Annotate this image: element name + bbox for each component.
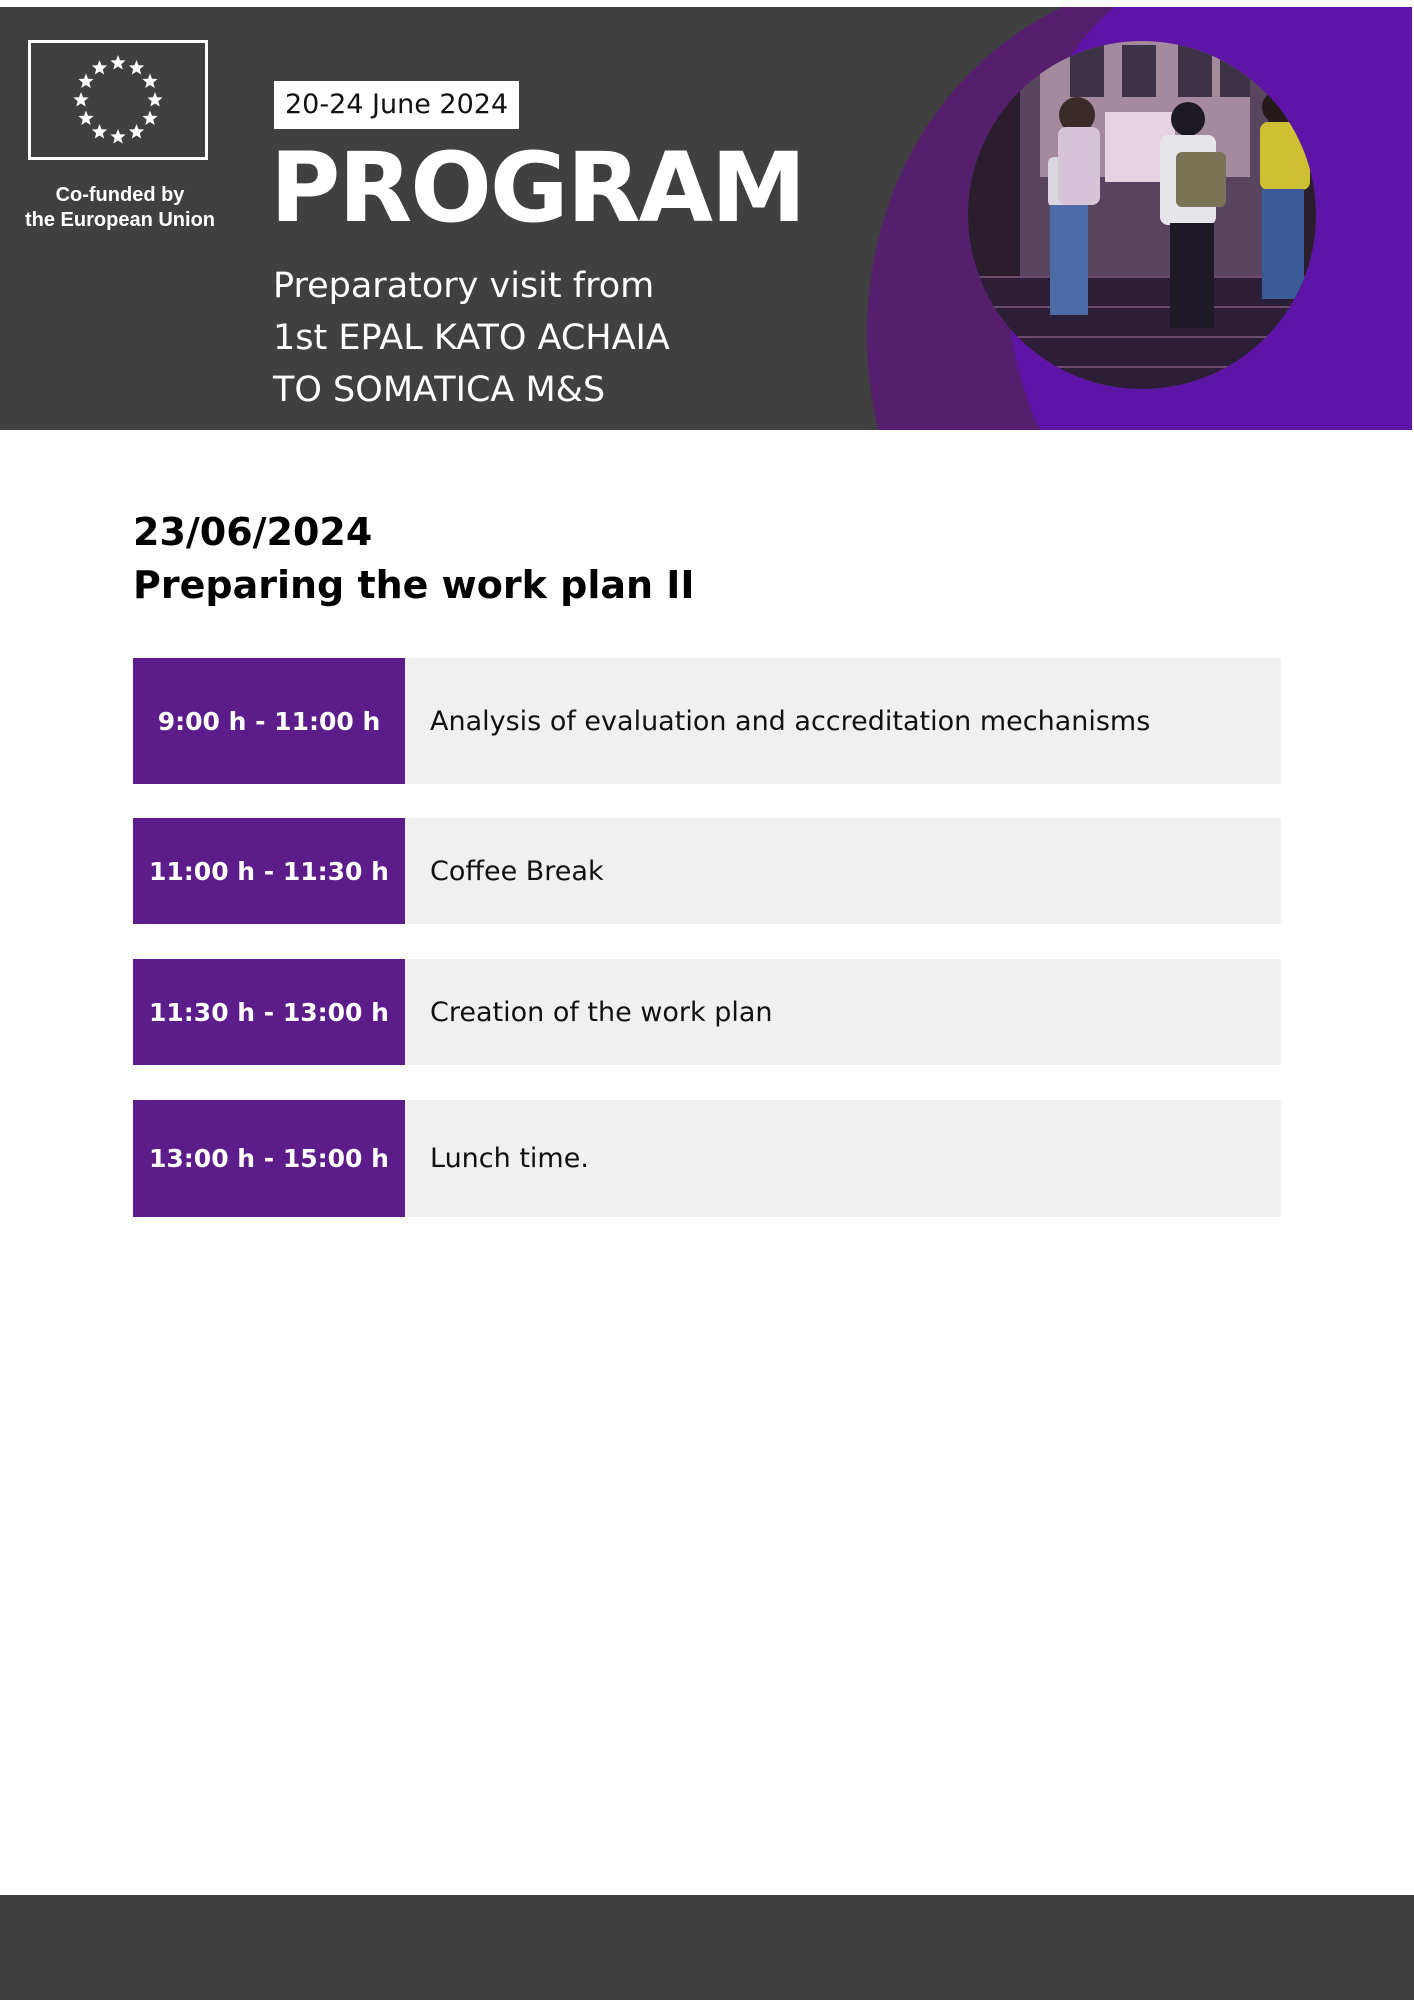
eu-cofunded-text <box>18 183 222 233</box>
activity-description: Creation of the work plan <box>430 996 773 1028</box>
subtitle-line: 1st EPAL KATO ACHAIA <box>273 318 670 358</box>
schedule-row <box>133 1100 1281 1217</box>
activity-description: Lunch time. <box>430 1143 589 1174</box>
page-title: PROGRAM <box>270 132 805 244</box>
program-subtitle <box>273 260 670 416</box>
time-slot: 13:00 h - 15:00 h <box>133 1100 405 1217</box>
schedule-row <box>133 658 1281 784</box>
time-slot: 11:30 h - 13:00 h <box>133 959 405 1065</box>
day-date: 23/06/2024 <box>133 510 373 554</box>
eu-flag-icon <box>28 40 208 160</box>
time-slot: 11:00 h - 11:30 h <box>133 818 405 924</box>
date-range-badge: 20-24 June 2024 <box>274 81 519 129</box>
activity-description: Coffee Break <box>430 855 604 887</box>
program-header <box>0 7 1412 430</box>
schedule-row <box>133 818 1281 924</box>
subtitle-line: Preparatory visit from <box>273 266 655 306</box>
eu-text-line1: Co-funded by <box>55 184 185 206</box>
eu-text-line2: the European Union <box>25 209 215 231</box>
time-slot: 9:00 h - 11:00 h <box>133 658 405 784</box>
schedule-row <box>133 959 1281 1065</box>
page-footer <box>0 1895 1414 2000</box>
subtitle-line: TO SOMATICA M&S <box>273 370 606 410</box>
activity-description: Analysis of evaluation and accreditation mechanisms <box>430 705 1151 737</box>
day-title: Preparing the work plan II <box>133 563 695 607</box>
